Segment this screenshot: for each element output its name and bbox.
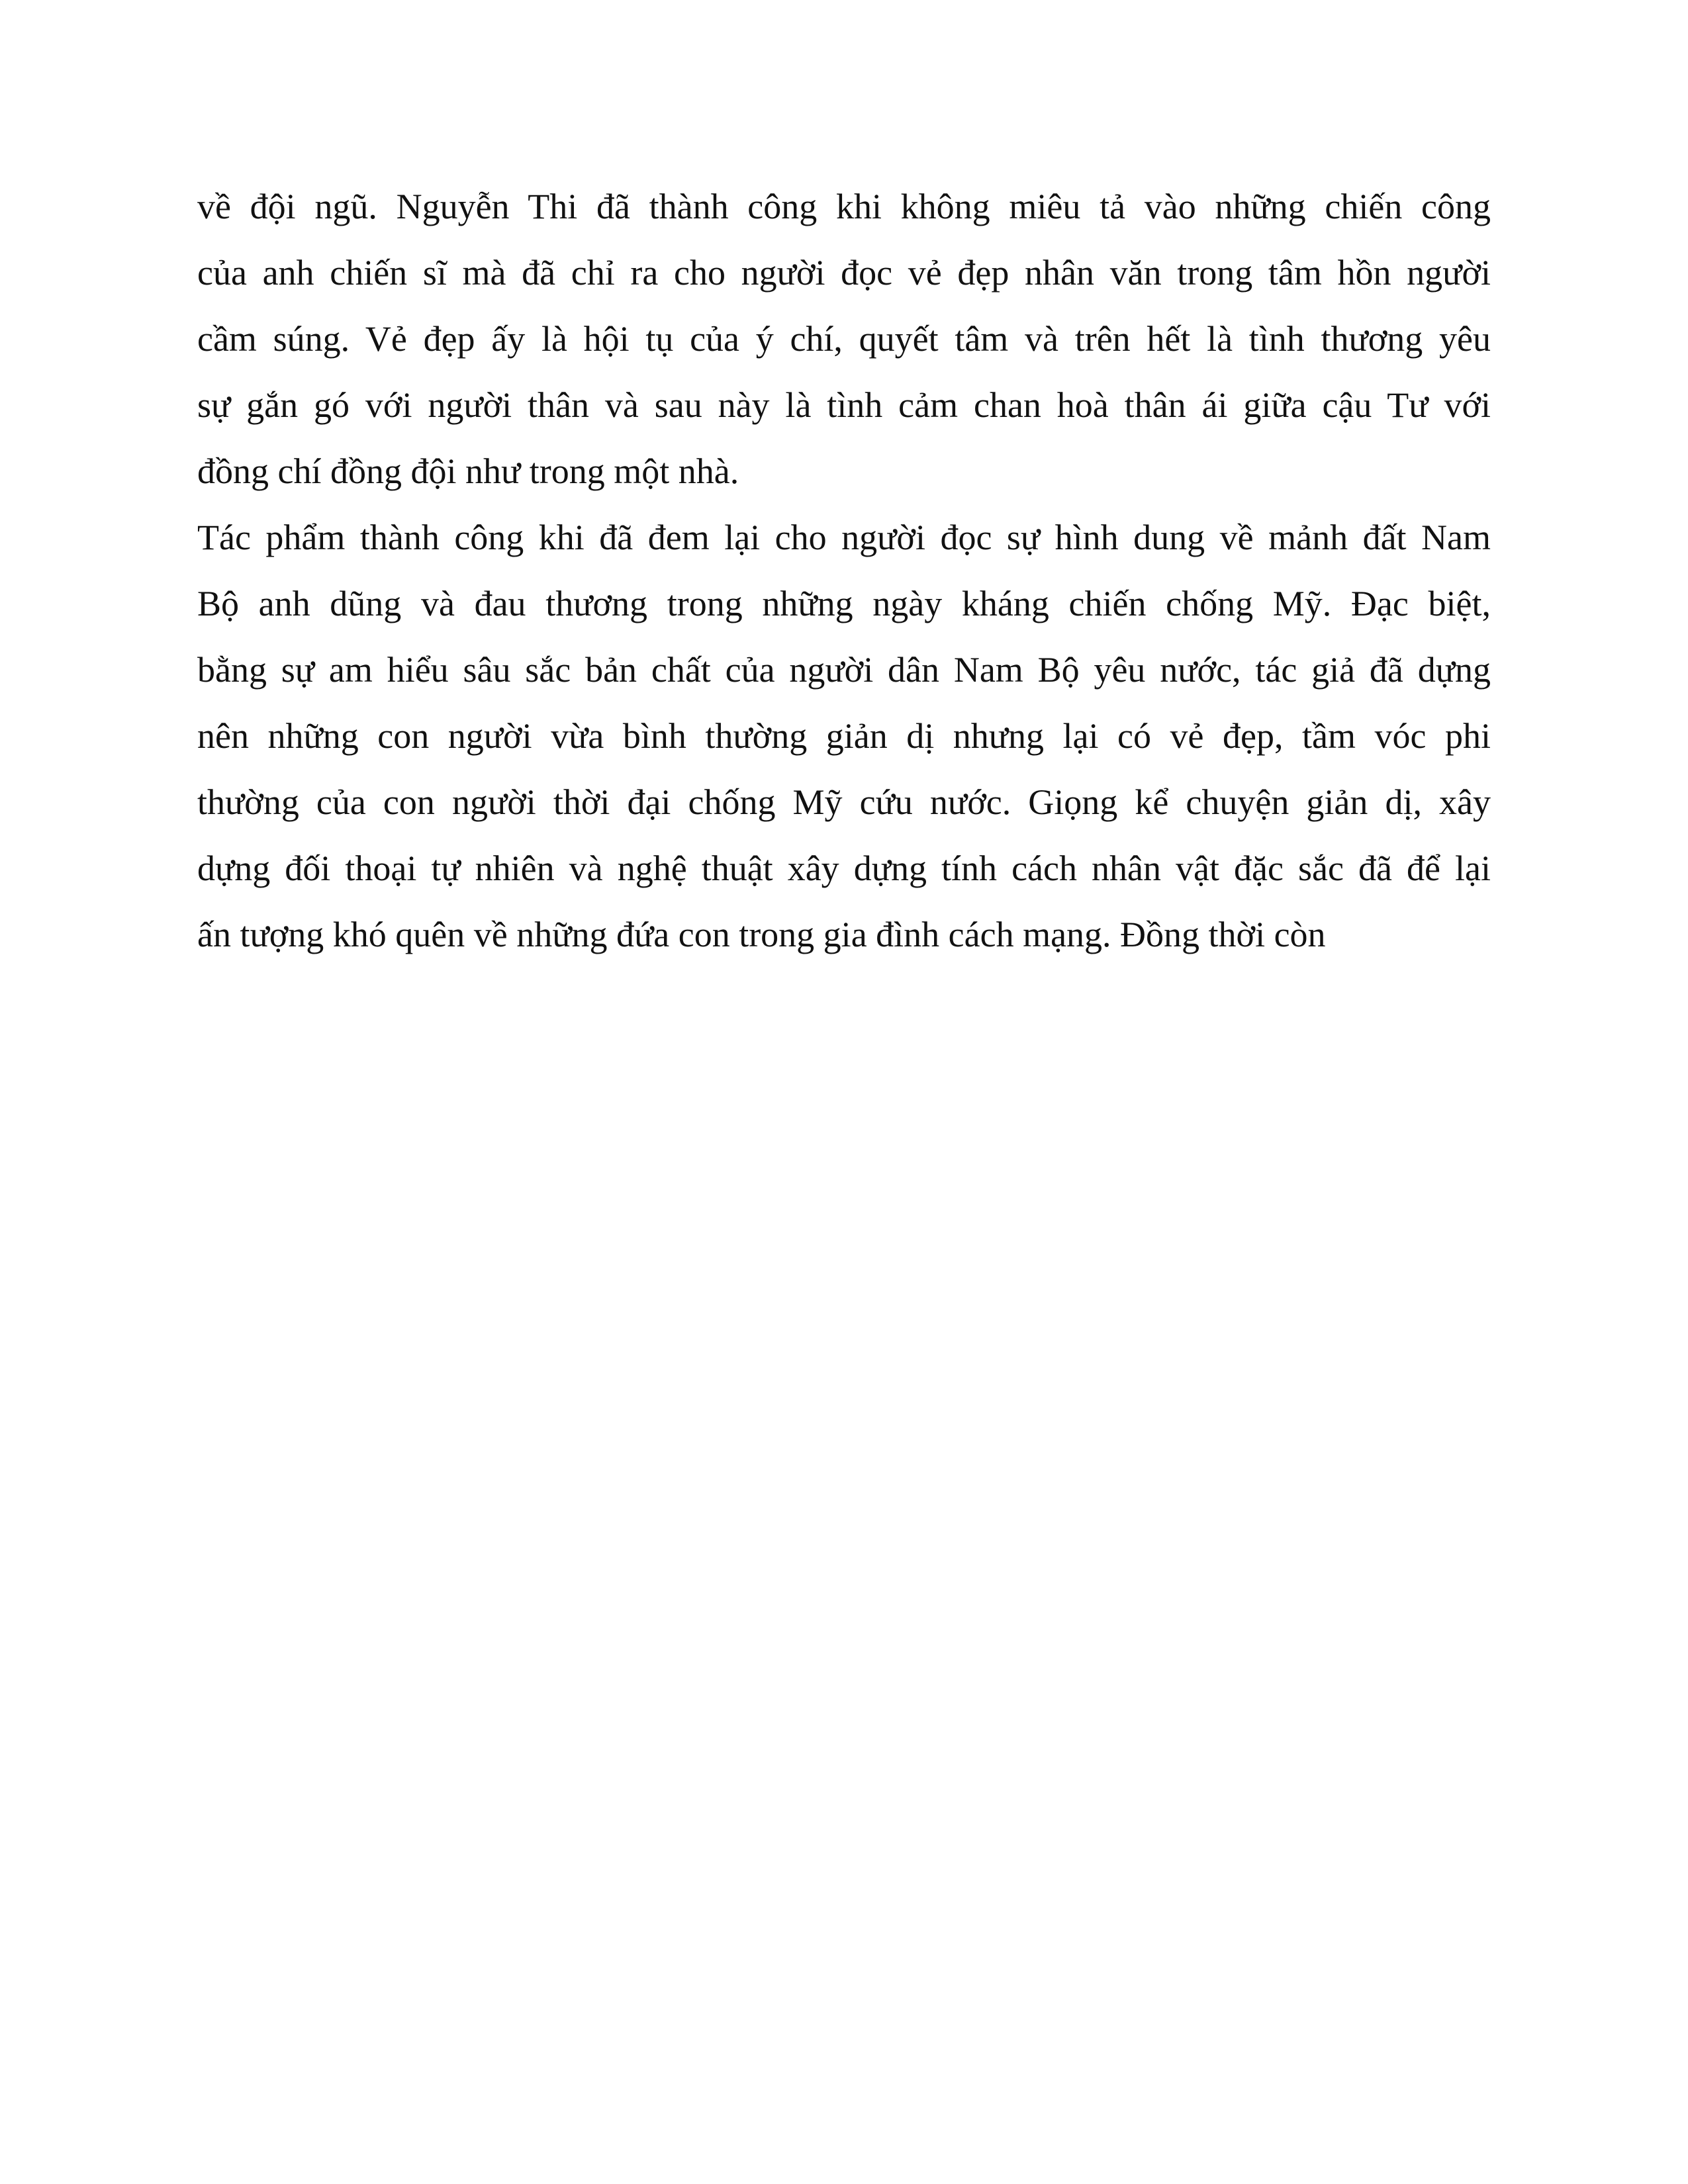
text-line: Tác phẩm thành công khi đã đem lại cho người đọc sự hình dung về mảnh đất Nam (197, 518, 1491, 557)
text-line: thường của con người thời đại chống Mỹ cứu nước. Giọng kể chuyện giản dị, xây (197, 782, 1491, 822)
paragraph-2 (197, 504, 1491, 968)
text-line: nên những con người vừa bình thường giản dị nhưng lại có vẻ đẹp, tầm vóc phi (197, 716, 1491, 756)
text-line: đồng chí đồng đội như trong một nhà. (197, 451, 739, 491)
text-line: cầm súng. Vẻ đẹp ấy là hội tụ của ý chí, quyết tâm và trên hết là tình thương yêu (197, 319, 1491, 359)
text-line: Bộ anh dũng và đau thương trong những ngày kháng chiến chống Mỹ. Đạc biệt, (197, 584, 1491, 623)
text-line: của anh chiến sĩ mà đã chỉ ra cho người đọc vẻ đẹp nhân văn trong tâm hồn người (197, 253, 1491, 293)
text-line: về đội ngũ. Nguyễn Thi đã thành công khi không miêu tả vào những chiến công (197, 187, 1491, 226)
paragraph-1 (197, 173, 1491, 504)
body-text (197, 173, 1491, 968)
text-line: dựng đối thoại tự nhiên và nghệ thuật xây dựng tính cách nhân vật đặc sắc đã để lại (197, 848, 1491, 888)
text-line: bằng sự am hiểu sâu sắc bản chất của người dân Nam Bộ yêu nước, tác giả đã dựng (197, 650, 1491, 690)
text-line: sự gắn gó với người thân và sau này là tình cảm chan hoà thân ái giữa cậu Tư với (197, 385, 1491, 425)
text-line: ấn tượng khó quên về những đứa con trong gia đình cách mạng. Đồng thời còn (197, 915, 1326, 954)
